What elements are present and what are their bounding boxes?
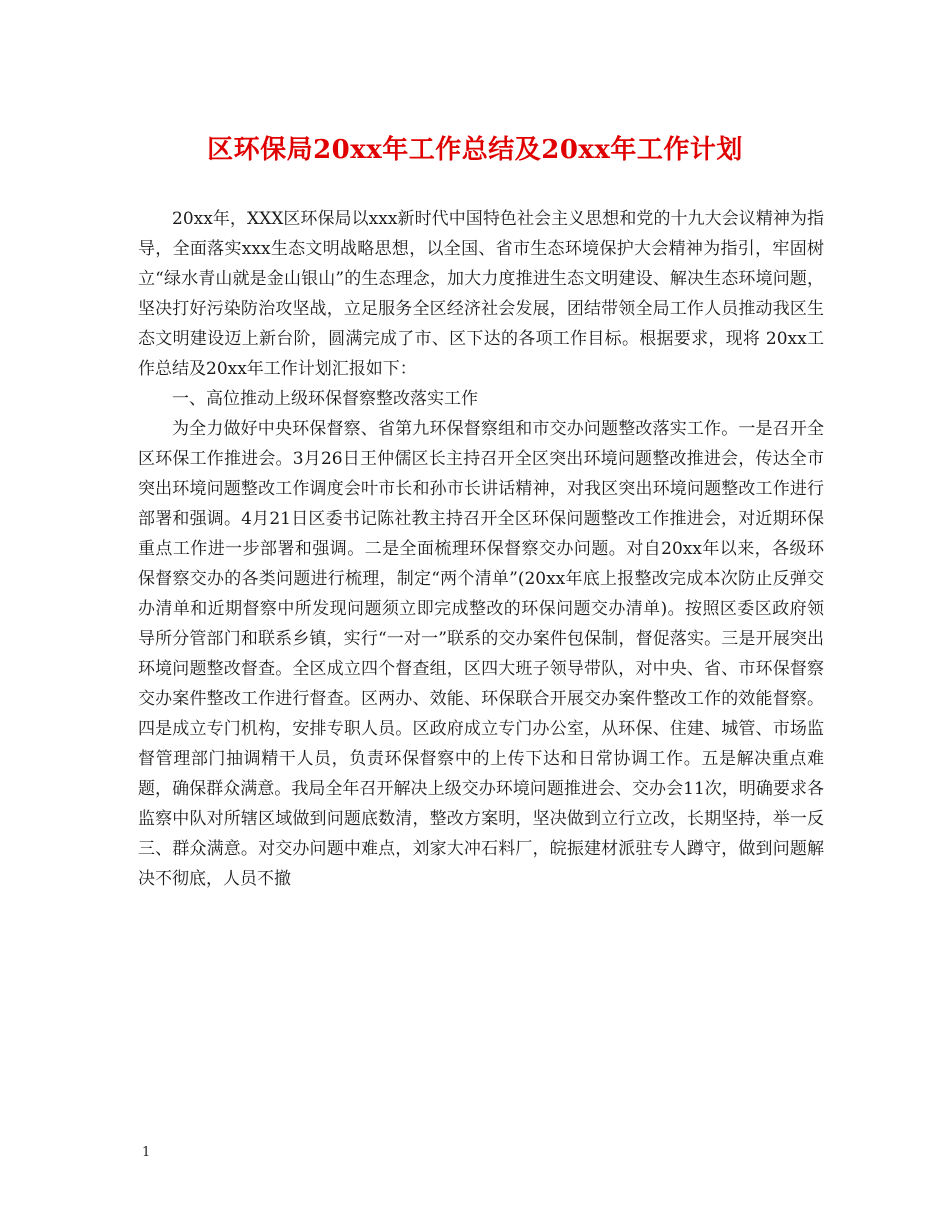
page-title: 区环保局20xx年工作总结及20xx年工作计划 — [207, 135, 743, 165]
page-number: 1 — [142, 1145, 151, 1160]
document-body — [138, 204, 824, 894]
paragraph-section-1: 为全力做好中央环保督察、省第九环保督察组和市交办问题整改落实工作。一是召开全区环保工作推进会。3月26日王仲儒区长主持召开全区突出环境问题整改推进会，传达全市突出环境问题整改工作调度会叶市长和孙市长讲话精神，对我区突出环境问题整改工作进行部署和强调。4月21日区委书记陈社教主持召开全区环保问题整改工作推进会，对近期环保重点工作进一步部署和强调。二是全面梳理环保督察交办问题。对自20xx年以来，各级环保督察交办的各类问题进行梳理，制定“两个清单”(20xx年底上报整改完成本次防止反弹交办清单和近期督察中所发现问题须立即完成整改的环保问题交办清单)。按照区委区政府领导所分管部门和联系乡镇，实行“一对一”联系的交办案件包保制，督促落实。三是开展突出环境问题整改督查。全区成立四个督查组，区四大班子领导带队，对中央、省、市环保督察交办案件整改工作进行督查。区两办、效能、环保联合开展交办案件整改工作的效能督察。四是成立专门机构，安排专职人员。区政府成立专门办公室，从环保、住建、城管、市场监督管理部门抽调精干人员，负责环保督察中的上传下达和日常协调工作。五是解决重点难题，确保群众满意。我局全年召开解决上级交办环境问题推进会、交办会11次，明确要求各监察中队对所辖区域做到问题底数清，整改方案明，坚决做到立行立改，长期坚持，举一反三、群众满意。对交办问题中难点，刘家大冲石料厂，皖振建材派驻专人蹲守，做到问题解决不彻底，人员不撤 — [138, 419, 824, 889]
section-heading: 一、高位推动上级环保督察整改落实工作 — [172, 389, 478, 409]
paragraph-intro: 20xx年，XXX区环保局以xxx新时代中国特色社会主义思想和党的十九大会议精神为指导，全面落实xxx生态文明战略思想，以全国、省市生态环境保护大会精神为指引，牢固树立“绿水青山就是金山银山”的生态理念，加大力度推进生态文明建设、解决生态环境问题，坚决打好污染防治攻坚战，立足服务全区经济社会发展，团结带领全局工作人员推动我区生态文明建设迈上新台阶，圆满完成了市、区下达的各项工作目标。根据要求，现将 20xx工作总结及20xx年工作计划汇报如下： — [138, 209, 824, 379]
